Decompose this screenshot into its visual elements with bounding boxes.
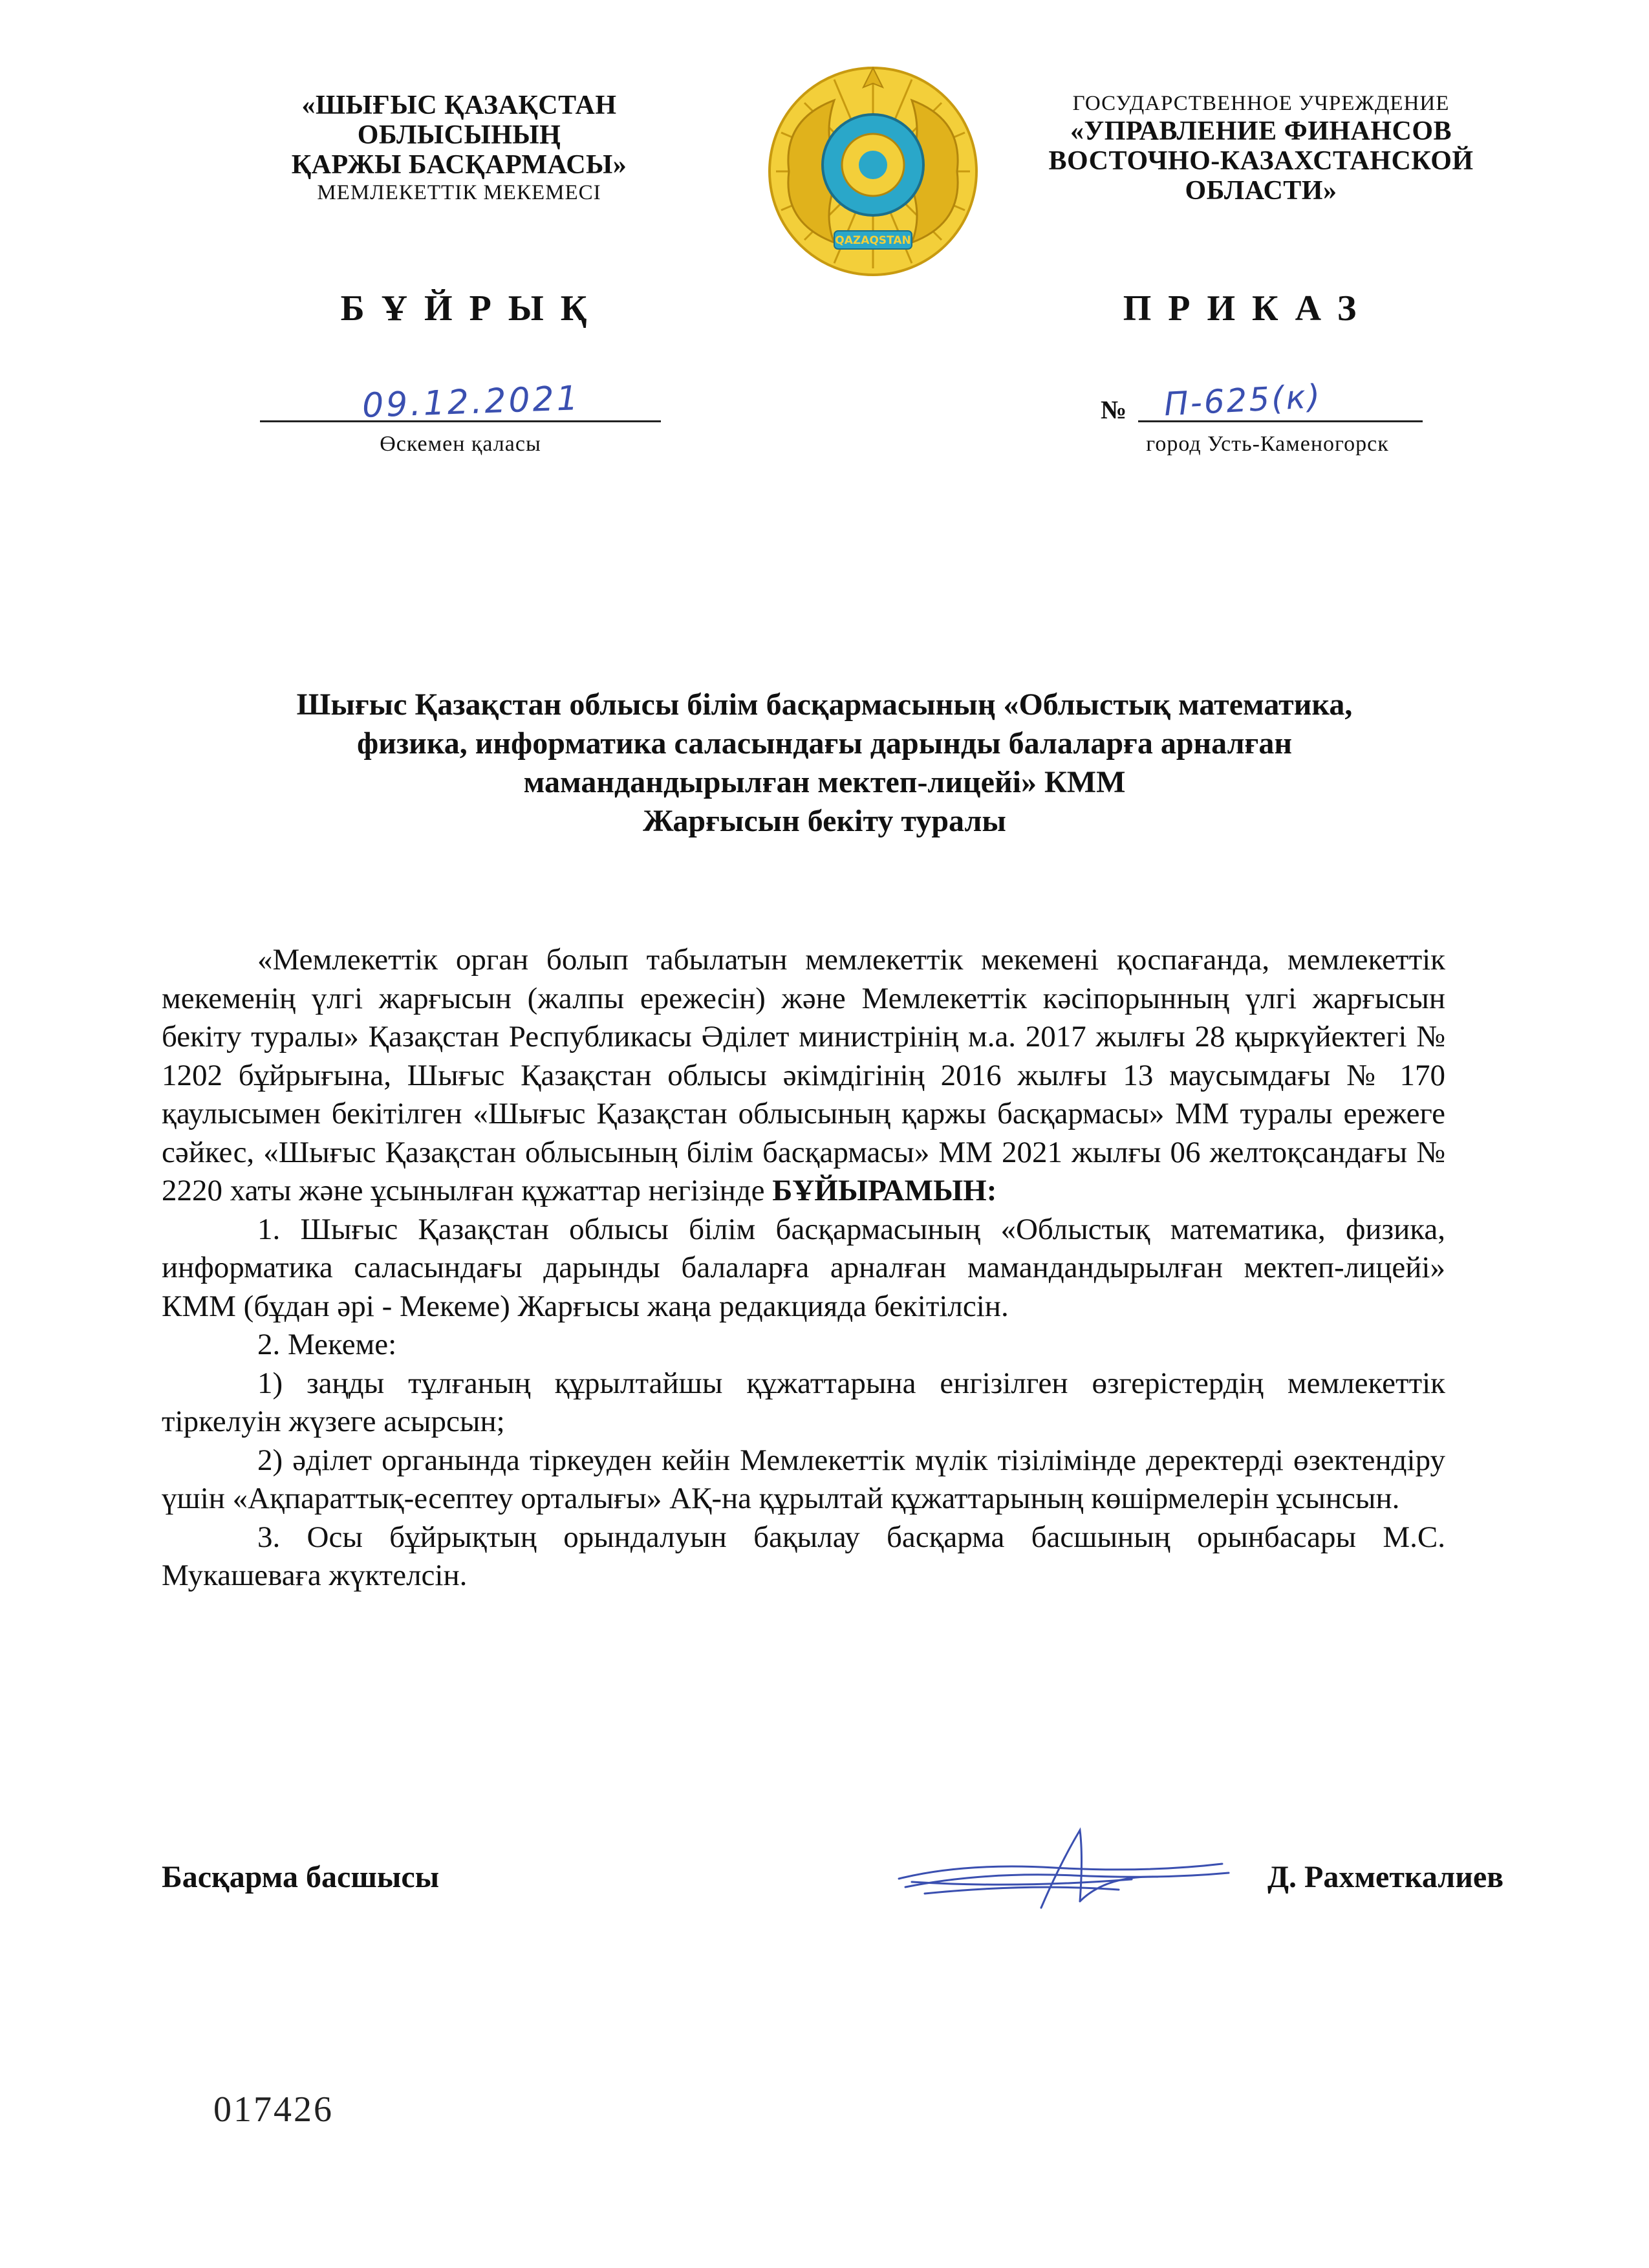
number-underline: [1138, 420, 1423, 422]
header-kz-line: ОБЛЫСЫНЫҢ: [357, 120, 561, 150]
signatory-position: Басқарма басшысы: [162, 1860, 440, 1894]
item-2-2: 2) әділет органында тіркеуден кейін Мемлекеттік мүлік тізілімінде деректерді өзектендіру үшін «Ақпараттық-есептеу орталығы» АҚ-на құрылтай құжаттарының көшірмелерін ұсынсын.: [162, 1443, 1445, 1515]
item-2-1: 1) заңды тұлғаның құрылтайшы құжаттарына енгізілген өзгерістердің мемлекеттік тіркелуін жүзеге асырсын;: [162, 1366, 1445, 1438]
handwritten-number: П-625(к): [1163, 377, 1323, 424]
title-kz: БҰЙРЫҚ: [340, 288, 604, 329]
order-body: [162, 941, 1445, 1595]
header-ru-line: ВОСТОЧНО-КАЗАХСТАНСКОЙ: [1048, 146, 1474, 176]
number-sign: №: [1101, 395, 1127, 424]
emblem-text: QAZAQSTAN: [835, 234, 911, 247]
order-subject: [194, 686, 1455, 841]
header-ru: [996, 91, 1526, 206]
date-underline: [260, 420, 661, 422]
city-kz: Өскемен қаласы: [380, 432, 541, 456]
header-ru-line: ОБЛАСТИ»: [1185, 176, 1337, 206]
subject-line: Жарғысын бекіту туралы: [643, 804, 1006, 838]
preamble-text: «Мемлекеттік орган болып табылатын мемлекеттік мекемені қоспағанда, мемлекеттік мекеменің үлгі жарғысын (жалпы ережесін) және Мемлекеттік кәсіпорынның үлгі жарғысын бекіту туралы» Қазақстан Республикасы Әділет министрінің м.а. 2017 жылғы 28 қыркүйектегі № 1202 бұйрығына, Шығыс Қазақстан облысы әкімдігінің 2016 жылғы 13 маусымдағы № 170 қаулысымен бекітілген «Шығыс Қазақстан облысының қаржы басқармасы» ММ туралы ережеге сәйкес, «Шығыс Қазақстан облысының білім басқармасы» ММ 2021 жылғы 06 желтоқсандағы № 2220 хаты және ұсынылған құжаттар негізінде: [162, 943, 1445, 1207]
decree-word: БҰЙЫРАМЫН:: [772, 1174, 997, 1207]
signatory-name: Д. Рахметкалиев: [1267, 1860, 1504, 1894]
header-kz-subtitle: МЕМЛЕКЕТТІК МЕКЕМЕСІ: [317, 181, 601, 204]
subject-line: Шығыс Қазақстан облысы білім басқармасының «Облыстық математика,: [296, 687, 1353, 722]
item-3: 3. Осы бұйрықтың орындалуын бақылау басқарма басшының орынбасары М.С. Мукашеваға жүктелсін.: [162, 1520, 1445, 1592]
header-kz-line: ҚАРЖЫ БАСҚАРМАСЫ»: [291, 150, 627, 180]
title-ru: ПРИКАЗ: [1123, 288, 1374, 329]
handwritten-signature-icon: [886, 1817, 1235, 1921]
subject-line: физика, информатика саласындағы дарынды балаларға арналған: [357, 726, 1292, 761]
subject-line: мамандандырылған мектеп-лицейі» КММ: [523, 765, 1126, 799]
city-ru: город Усть-Каменогорск: [1146, 432, 1389, 456]
header-ru-subtitle: ГОСУДАРСТВЕННОЕ УЧРЕЖДЕНИЕ: [1072, 92, 1450, 115]
state-emblem-icon: [763, 61, 983, 281]
preamble-paragraph: [162, 941, 1445, 1211]
item-2: 2. Мекеме:: [257, 1328, 397, 1361]
handwritten-date: 09.12.2021: [361, 379, 581, 426]
header-kz-line: «ШЫҒЫС ҚАЗАҚСТАН: [301, 91, 617, 120]
item-1: 1. Шығыс Қазақстан облысы білім басқармасының «Облыстық математика, физика, информатика саласындағы дарынды балаларға арналған мамандандырылған мектеп-лицейі» КММ (бұдан әрі - Мекеме) Жарғысы жаңа редакцияда бекітілсін.: [162, 1212, 1445, 1323]
header-ru-line: «УПРАВЛЕНИЕ ФИНАНСОВ: [1070, 116, 1452, 146]
document-serial-number: 017426: [213, 2090, 334, 2130]
header-kz: [246, 91, 673, 206]
